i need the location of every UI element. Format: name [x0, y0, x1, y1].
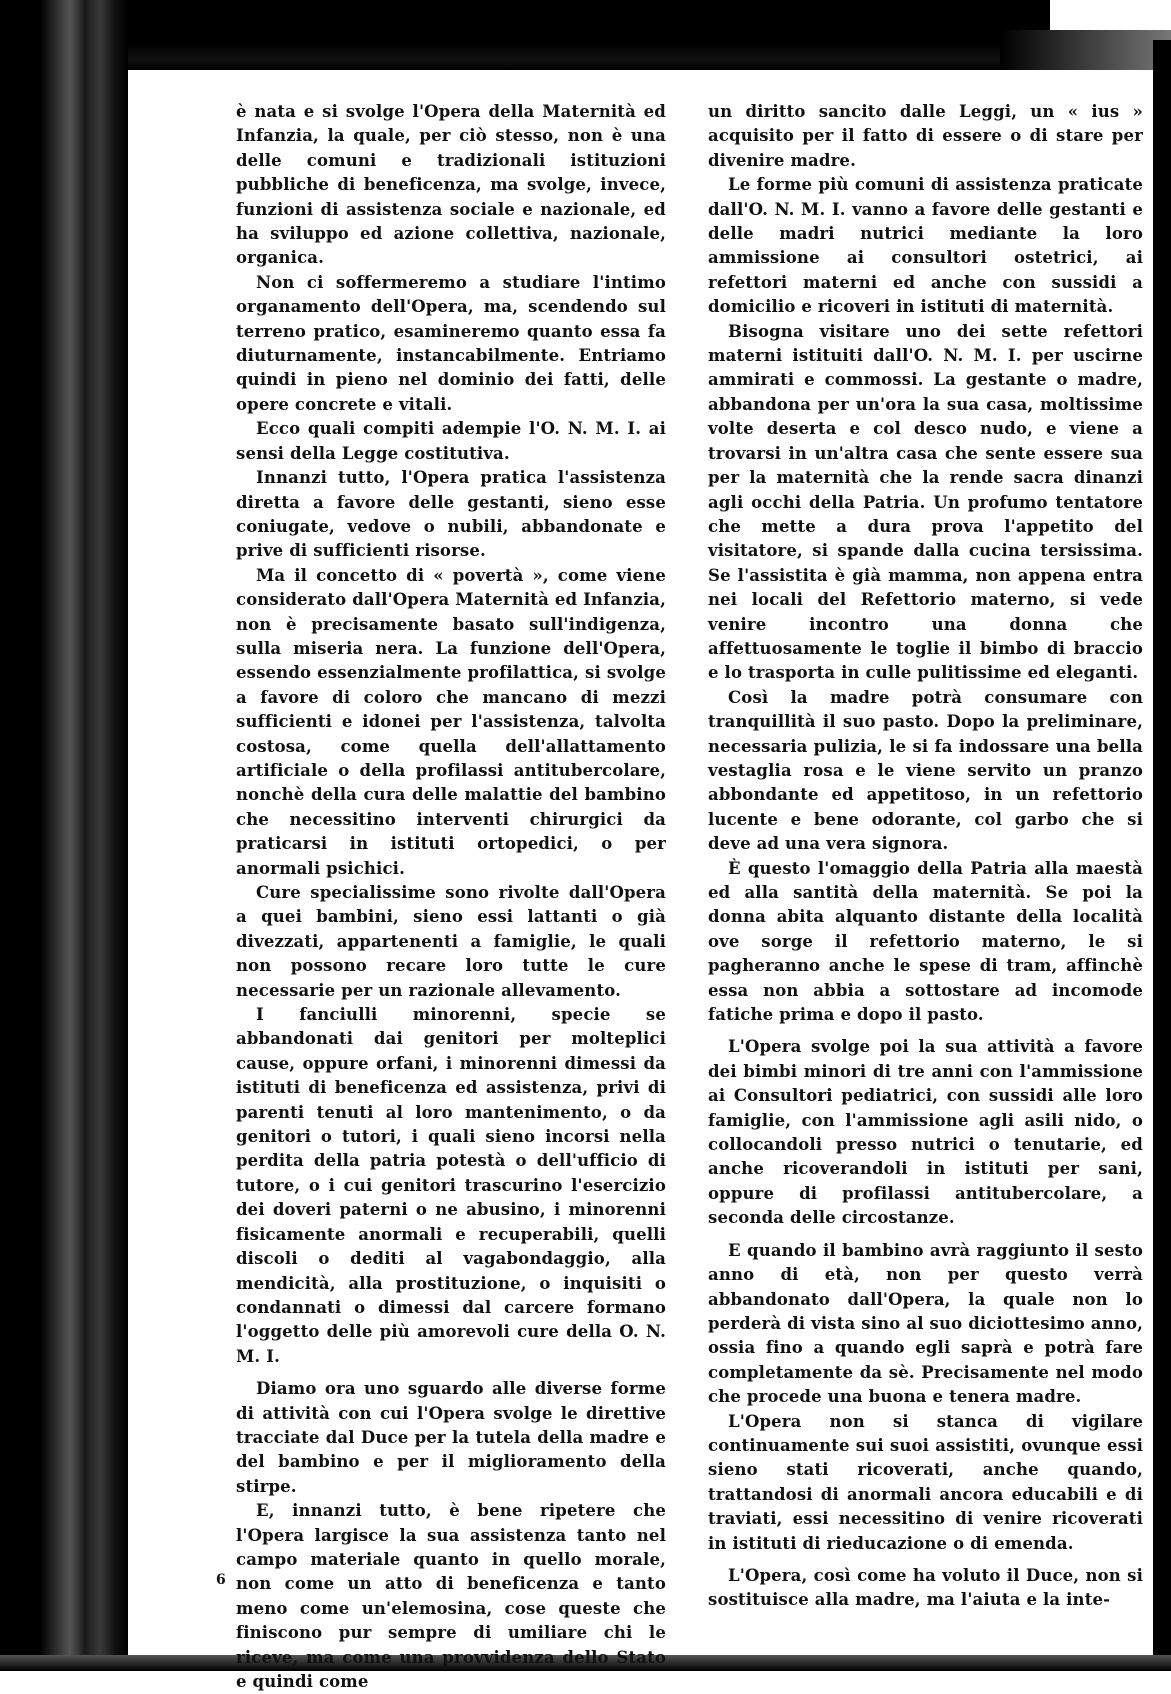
document-page: [128, 70, 1153, 1691]
scan-border-left: [0, 0, 128, 1671]
paragraph: Così la madre potrà consumare con tranquillità il suo pasto. Dopo la preliminare, necessaria pulizia, le si fa indossare una bella vestaglia rosa e le viene servito un pranzo abbondante ed appetitoso, in un refettorio lucente e bene odorante, col garbo che si deve ad una vera signora.: [708, 687, 1143, 854]
paragraph: Bisogna visitare uno dei sette refettori materni istituiti dall'O. N. M. I. per uscirne ammirati e commossi. La gestante o madre, abbandona per un'ora la sua casa, moltissime volte deserta e col desco nudo, e viene a trovarsi in un'altra casa che sente essere sua per la maternità che la rende sacra dinanzi agli occhi della Patria. Un profumo tentatore che mette a dura prova l'appetito del visitatore, si spande dalla cucina tersissima. Se l'assistita è già mamma, non appena entra nei locali del Refettorio materno, si vede venire incontro una donna che affettuosamente le toglie il bimbo di braccio e lo trasporta in culle pulitissime ed eleganti.: [708, 321, 1143, 683]
paragraph: L'Opera, così come ha voluto il Duce, non si sostituisce alla madre, ma l'aiuta e la inte-: [708, 1565, 1143, 1610]
paragraph: Le forme più comuni di assistenza praticate dall'O. N. M. I. vanno a favore delle gestanti e delle madri nutrici mediante la loro ammissione ai consultori ostetrici, ai refettori materni ed anche con sussidi a domicilio e ricoveri in istituti di maternità.: [708, 175, 1143, 317]
paragraph: E, innanzi tutto, è bene ripetere che l'Opera largisce la sua assistenza tanto nel campo materiale quanto in quello morale, non come un atto di beneficenza e tanto meno come un'elemosina, cose queste che finiscono pur sempre di umiliare chi le riceve, ma come una provvidenza dello Stato e quindi come: [236, 1501, 666, 1691]
scan-border-right: [1153, 40, 1171, 1671]
paragraph: L'Opera non si stanca di vigilare continuamente sui suoi assistiti, ovunque essi sieno stati ricoverati, anche quando, trattandosi di anormali ancora educabili e di traviati, essi necessitino di venire ricoverati in istituti di rieducazione o di emenda.: [708, 1411, 1143, 1553]
scan-border-top: [0, 0, 1050, 70]
paragraph: Ecco quali compiti adempie l'O. N. M. I. ai sensi della Legge costitutiva.: [236, 419, 666, 463]
page-number: 6: [216, 1572, 226, 1588]
paragraph: È questo l'omaggio della Patria alla maestà ed alla santità della maternità. Se poi la donna abita alquanto distante della località ove sorge il refettorio materno, le si pagheranno anche le spese di tram, affinchè essa non abbia a sottostare ad incomode fatiche prima e dopo il pasto.: [708, 858, 1143, 1025]
paragraph: Cure specialissime sono rivolte dall'Opera a quei bambini, sieno essi lattanti o già divezzati, appartenenti a famiglie, le quali non possono recare loro tutte le cure necessarie per un razionale allevamento.: [236, 883, 666, 1000]
paragraph: L'Opera svolge poi la sua attività a favore dei bimbi minori di tre anni con l'ammissione ai Consultori pediatrici, con sussidi alle loro famiglie, con l'ammissione agli asili nido, o collocandoli presso nutrici o tenutarie, ed anche ricoverandoli in istituti per sani, oppure di profilassi antitubercolare, a seconda delle circostanze.: [708, 1037, 1143, 1228]
paragraph: E quando il bambino avrà raggiunto il sesto anno di età, non per questo verrà abbandonato dall'Opera, la quale non lo perderà di vista sino al suo diciottesimo anno, ossia fino a quando egli saprà e potrà fare completamente da sè. Precisamente nel modo che procede una buona e tenera madre.: [708, 1240, 1143, 1407]
paragraph: I fanciulli minorenni, specie se abbandonati dai genitori per molteplici cause, oppure orfani, i minorenni dimessi da istituti di beneficenza ed assistenza, privi di parenti tenuti al loro mantenimento, o da genitori o tutori, i quali sieno incorsi nella perdita della patria potestà o dell'ufficio di tutore, o i cui genitori trascurino l'esercizio dei doveri paterni o ne abusino, i minorenni fisicamente anormali e recuperabili, quelli discoli o dediti al vagabondaggio, alla mendicità, alla prostituzione, o inquisiti o condannati o dimessi dal carcere formano l'oggetto delle più amorevoli cure della O. N. M. I.: [236, 1005, 666, 1366]
paragraph: è nata e si svolge l'Opera della Maternità ed Infanzia, la quale, per ciò stesso, non è una delle comuni e tradizionali istituzioni pubbliche di beneficenza, ma svolge, invece, funzioni di assistenza sociale e nazionale, ed ha sviluppo ed azione collettiva, nazionale, organica.: [236, 102, 666, 268]
paragraph: Ma il concetto di « povertà », come viene considerato dall'Opera Maternità ed Infanzia, non è precisamente basato sull'indigenza, sulla miseria nera. La funzione dell'Opera, essendo essenzialmente profilattica, si svolge a favore di coloro che mancano di mezzi sufficienti e idonei per l'assistenza, talvolta costosa, come quella dell'allattamento artificiale o della profilassi antitubercolare, nonchè della cura delle malattie del bambino che necessitino interventi chirurgici da praticarsi in istituti ortopedici, o per anormali psichici.: [236, 565, 666, 878]
scan-border-top-fade: [1000, 30, 1171, 75]
paragraph: Diamo ora uno sguardo alle diverse forme di attività con cui l'Opera svolge le direttive tracciate dal Duce per la tutela della madre e del bambino e per il miglioramento della stirpe.: [236, 1379, 666, 1496]
left-column: [236, 100, 666, 1694]
paragraph: un diritto sancito dalle Leggi, un « ius » acquisito per il fatto di essere o di stare per divenire madre.: [708, 102, 1143, 170]
paragraph: Innanzi tutto, l'Opera pratica l'assistenza diretta a favore delle gestanti, sieno esse coniugate, vedove o nubili, abbandonate e prive di sufficienti risorse.: [236, 468, 666, 561]
right-column: [708, 100, 1143, 1613]
paragraph: Non ci soffermeremo a studiare l'intimo organamento dell'Opera, ma, scendendo sul terreno pratico, esamineremo quanto essa fa diuturnamente, instancabilmente. Entriamo quindi in pieno nel dominio dei fatti, delle opere concrete e vitali.: [236, 272, 666, 414]
